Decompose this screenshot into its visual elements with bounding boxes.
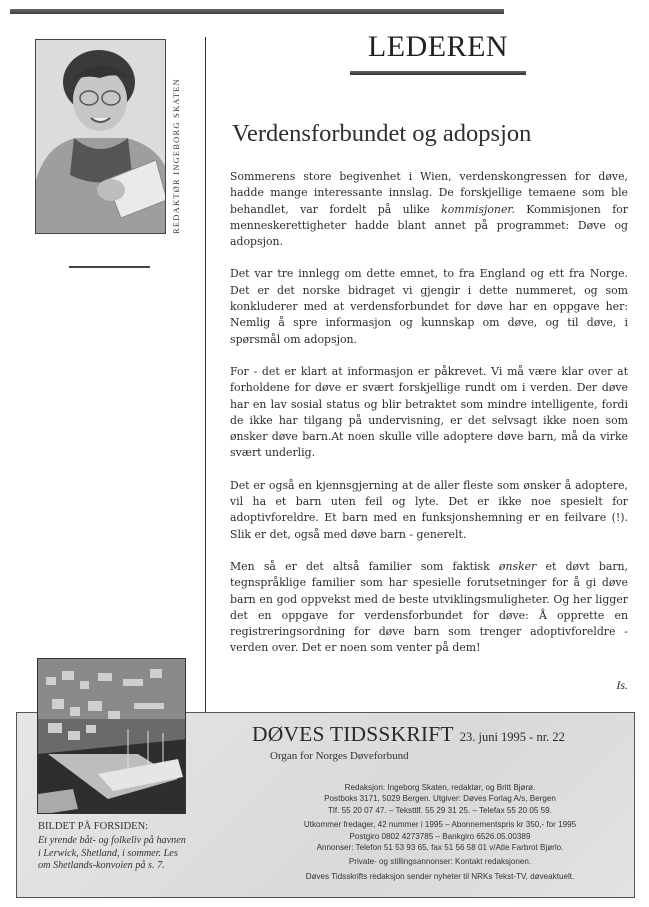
cover-label: BILDET PÅ FORSIDEN: — [38, 821, 149, 832]
colophon-line: Tlf. 55 20 07 47. – Teksttlf. 55 29 31 25. – Telefax 55 20 05 59. — [328, 805, 552, 815]
emphasis: ønsker — [498, 559, 537, 573]
text: Sommerens store begivenhet i Wien, verdenskongressen for døve, hadde mange interessante innslag. De forskjellige temaene som ble behandlet, var fordelt på ulike — [230, 170, 628, 216]
masthead-title — [252, 722, 565, 747]
paragraph: Det er også en kjennsgjerning at de aller fleste som ønsker å adoptere, vil ha et barn uten feil og lyte. Det er ikke noe spesielt for adoptivforeldre. Et barn med en funksjonshemning er en feilvare (!). Slik er det, også med døve barn - generelt. — [230, 478, 628, 541]
issue-info: 23. juni 1995 - nr. 22 — [459, 730, 565, 744]
colophon-line: Redaksjon: Ingeborg Skaten, redaktør, og Britt Bjørø. — [344, 783, 536, 792]
cover-description: Et yrende båt- og folkeliv på havnen i Lerwick, Shetland, i sommer. Les om Shetlands-konvoien på s. 7. — [38, 835, 186, 871]
divider — [69, 266, 150, 268]
portrait-photo-icon — [36, 40, 166, 234]
colophon-line: Utkommer fredager, 42 nummer i 1995 – Abonnementspris kr 350,- for 1995 — [303, 820, 577, 830]
section-title: LEDEREN — [367, 30, 509, 63]
text: Men så er det altså familier som faktisk — [230, 559, 499, 573]
harbor-photo-icon — [38, 659, 186, 814]
masthead-subtitle: Organ for Norges Døveforbund — [270, 750, 409, 762]
colophon-line: Postgiro 0802 4273785 – Bankgiro 6526.05.00389 — [349, 831, 531, 841]
top-rule — [10, 9, 504, 14]
signature: Is. — [616, 678, 628, 692]
article-body — [230, 169, 628, 673]
colophon-line: Døves Tidsskrifts redaksjon sender nyheter til NRKs Tekst-TV, døveaktuelt. — [305, 871, 575, 881]
text: et døvt barn, tegnspråklige familier som har spesielle forutsetninger for å gi døve barn en god oppvekst med de beste utviklingsmuligheter. Og her ligger det en oppgave for verdensforbundet for døve: Å opprette en registreringsordning for døve barn som trenger adoptivforeldre - verden over. Det er noen som venter på dem! — [230, 559, 629, 655]
colophon-line: Annonser: Telefon 51 53 93 65, fax 51 56 58 01 v/Atle Farbrot Bjørlo. — [316, 843, 564, 853]
cover-photo — [37, 658, 186, 814]
paragraph: For - det er klart at informasjon er påkrevet. Vi må være klar over at forholdene for døve er svært forskjellige rundt om i verden. Der døve har en lav sosial status og blir betraktet som mindre intelligente, fordi de ikke har tilgang på undervisning, er det selvsagt ikke noen som ønsker døve barn.At noen skulle ville adoptere døve barn, må da virke svært underlig. — [230, 364, 628, 460]
portrait-caption: REDAKTØR INGEBORG SKATEN — [171, 78, 181, 234]
emphasis: kommisjoner. — [441, 202, 515, 216]
colophon-line: Postboks 3171, 5029 Bergen. Utgiver: Døves Forlag A/s, Bergen — [324, 794, 556, 804]
text: Kommisjonen for menneskerettigheter hadde blant annet på programmet: Døve og adopsjon. — [230, 202, 628, 249]
paragraph — [230, 169, 628, 250]
paragraph — [230, 559, 628, 657]
paragraph: Det var tre innlegg om dette emnet, to fra England og ett fra Norge. Det er det norske bidraget vi gjengir i dette nummeret, og som konkluderer med at verdensforbundet for døve har en oppgave her: Nemlig å spre informasjon og kunnskap om døve, og til døve, i spørsmål om adopsjon. — [230, 267, 628, 346]
colophon — [240, 782, 640, 882]
column-divider — [205, 37, 206, 712]
title-underline — [350, 71, 526, 75]
editor-portrait — [35, 39, 166, 234]
article-headline: Verdensforbundet og adopsjon — [232, 120, 532, 147]
colophon-line: Private- og stillingsannonser: Kontakt redaksjonen. — [348, 857, 532, 867]
magazine-name: DØVES TIDSSKRIFT — [252, 722, 454, 746]
